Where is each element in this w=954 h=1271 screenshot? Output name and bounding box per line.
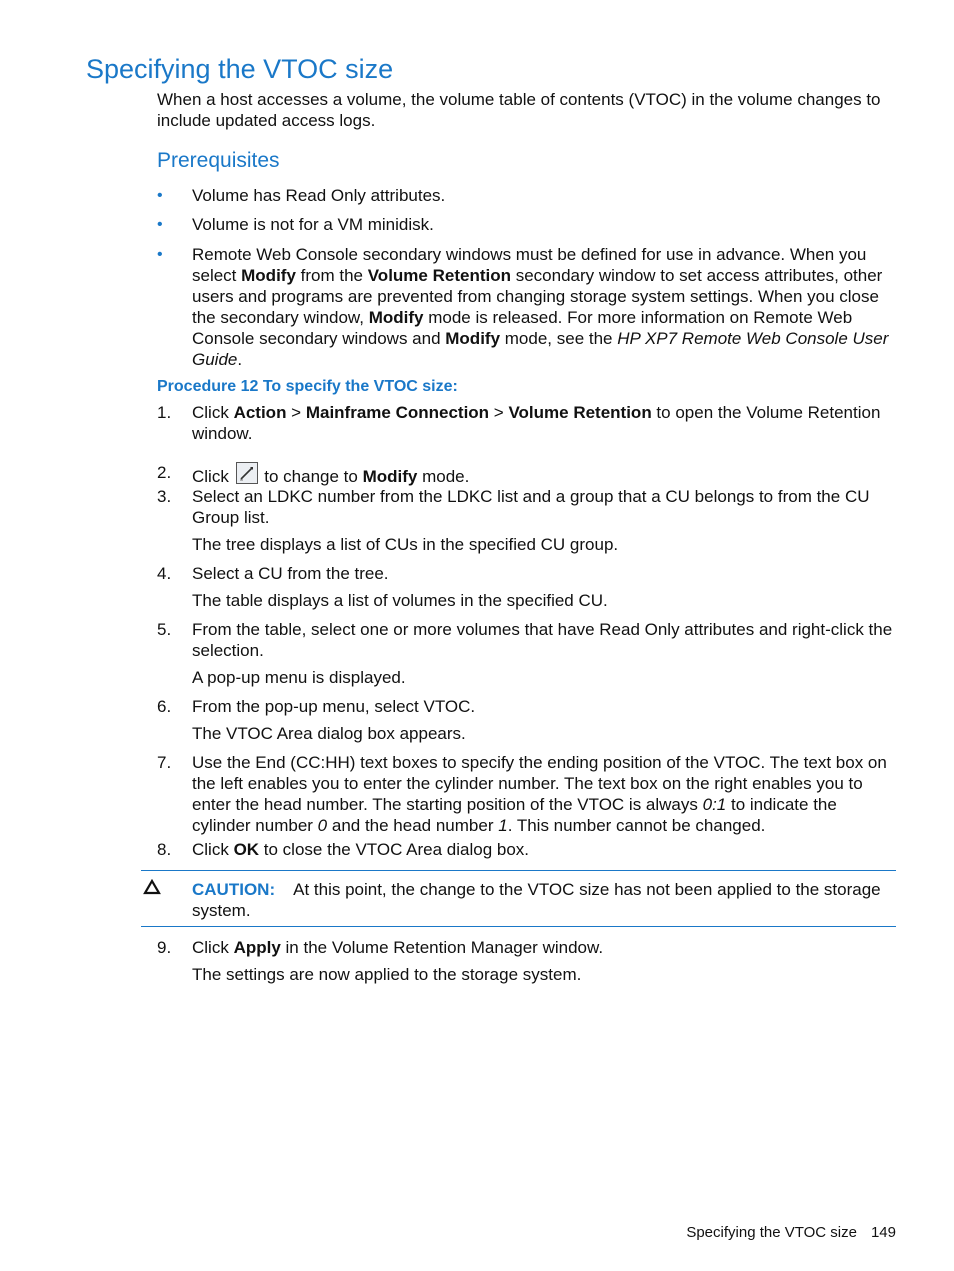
step-number: 6. bbox=[157, 697, 172, 716]
step-result: The tree displays a list of CUs in the specified CU group. bbox=[192, 535, 619, 554]
step-text: Click bbox=[192, 467, 234, 486]
procedure-title: Procedure 12 To specify the VTOC size: bbox=[157, 378, 458, 395]
step-text: From the pop-up menu, select VTOC. bbox=[192, 697, 476, 716]
bullet-item bbox=[157, 244, 897, 370]
bullet-item bbox=[157, 214, 897, 235]
bold-term: Modify bbox=[368, 308, 424, 327]
bullet-text: Volume has Read Only attributes. bbox=[192, 186, 446, 205]
step-number: 2. bbox=[157, 463, 172, 482]
caution-label: CAUTION: bbox=[192, 880, 276, 899]
caution-triangle-icon bbox=[143, 879, 161, 900]
caution-text bbox=[141, 879, 896, 921]
step-text: From the table, select one or more volumes that have Read Only attributes and right-click the selection. bbox=[192, 620, 893, 660]
step-number: 9. bbox=[157, 938, 172, 957]
step-text: Click bbox=[192, 403, 234, 422]
step-5 bbox=[157, 619, 899, 661]
step-result: A pop-up menu is displayed. bbox=[192, 668, 406, 687]
bullet-text: mode, see the bbox=[500, 329, 618, 348]
step-1 bbox=[157, 402, 899, 444]
bullet-item bbox=[157, 185, 897, 206]
vtoc-start-value: 0:1 bbox=[702, 795, 727, 814]
procedure-steps bbox=[157, 402, 899, 860]
step-text: . This number cannot be changed. bbox=[507, 816, 766, 835]
bold-term: Volume Retention bbox=[367, 266, 511, 285]
step-text: Select a CU from the tree. bbox=[192, 564, 389, 583]
step-4 bbox=[157, 563, 899, 584]
page-footer bbox=[686, 1222, 896, 1243]
step-text: Click bbox=[192, 840, 234, 859]
bold-term: Modify bbox=[362, 467, 418, 486]
step-number: 4. bbox=[157, 564, 172, 583]
bold-term: Modify bbox=[445, 329, 501, 348]
separator: > bbox=[489, 403, 509, 422]
step-number: 3. bbox=[157, 487, 172, 506]
head-value: 1 bbox=[498, 816, 508, 835]
bullet-text: secondary window to set access attributes, other users and programs are prevented from changing storage system settings. When you close the secondary window, bbox=[192, 266, 883, 327]
step-number: 8. bbox=[157, 840, 172, 859]
step-8 bbox=[157, 839, 899, 860]
step-text: Select an LDKC number from the LDKC list and a group that a CU belongs to from the CU Group list. bbox=[192, 487, 870, 527]
step-6 bbox=[157, 696, 899, 717]
step-result: The settings are now applied to the storage system. bbox=[192, 965, 582, 984]
step-2 bbox=[157, 462, 899, 486]
step-number: 1. bbox=[157, 403, 172, 422]
bullet-text: mode is released. For more information on Remote Web Console secondary windows and bbox=[192, 308, 853, 348]
step-text: mode. bbox=[417, 467, 470, 486]
edit-icon bbox=[236, 462, 258, 484]
caution-box bbox=[141, 870, 896, 927]
step-text: and the head number bbox=[327, 816, 499, 835]
caution-message: At this point, the change to the VTOC size has not been applied to the storage system. bbox=[192, 880, 881, 920]
step-number: 7. bbox=[157, 753, 172, 772]
step-text: to close the VTOC Area dialog box. bbox=[259, 840, 530, 859]
menu-mainframe-connection: Mainframe Connection bbox=[305, 403, 490, 422]
bullet-text: Remote Web Console secondary windows must be defined for use in advance. When you select bbox=[192, 245, 867, 285]
step-text: Use the End (CC:HH) text boxes to specify the ending position of the VTOC. The text box on the left enables you to enter the cylinder number. The text box on the right enables you to enter the head number. The starting position of the VTOC is always bbox=[192, 753, 887, 814]
bullet-text: . bbox=[237, 350, 243, 369]
procedure-steps-continued bbox=[157, 937, 899, 985]
bold-term: Apply bbox=[233, 938, 281, 957]
prerequisites-heading: Prerequisites bbox=[157, 149, 280, 172]
page-title: Specifying the VTOC size bbox=[86, 54, 394, 84]
step-text: Click bbox=[192, 938, 234, 957]
step-number: 5. bbox=[157, 620, 172, 639]
step-result: The VTOC Area dialog box appears. bbox=[192, 724, 466, 743]
footer-title: Specifying the VTOC size bbox=[686, 1224, 857, 1241]
menu-volume-retention: Volume Retention bbox=[508, 403, 652, 422]
separator: > bbox=[286, 403, 306, 422]
guide-title: HP XP7 Remote Web Console User Guide bbox=[192, 329, 889, 369]
bullet-text: from the bbox=[295, 266, 368, 285]
step-text: to change to bbox=[259, 467, 363, 486]
bold-term: Modify bbox=[241, 266, 296, 285]
prerequisites-list bbox=[157, 185, 897, 370]
step-7 bbox=[157, 752, 899, 836]
step-3 bbox=[157, 486, 899, 528]
step-9 bbox=[157, 937, 899, 958]
page-number: 149 bbox=[870, 1224, 896, 1241]
cylinder-value: 0 bbox=[317, 816, 328, 835]
bold-term: OK bbox=[233, 840, 260, 859]
intro-paragraph: When a host accesses a volume, the volume table of contents (VTOC) in the volume changes to include updated access logs. bbox=[157, 90, 881, 130]
step-text: in the Volume Retention Manager window. bbox=[280, 938, 604, 957]
step-result: The table displays a list of volumes in the specified CU. bbox=[192, 591, 608, 610]
menu-action: Action bbox=[233, 403, 287, 422]
bullet-text: Volume is not for a VM minidisk. bbox=[192, 215, 434, 234]
step-text: to indicate the cylinder number bbox=[192, 795, 837, 835]
step-text: to open the Volume Retention window. bbox=[192, 403, 881, 443]
